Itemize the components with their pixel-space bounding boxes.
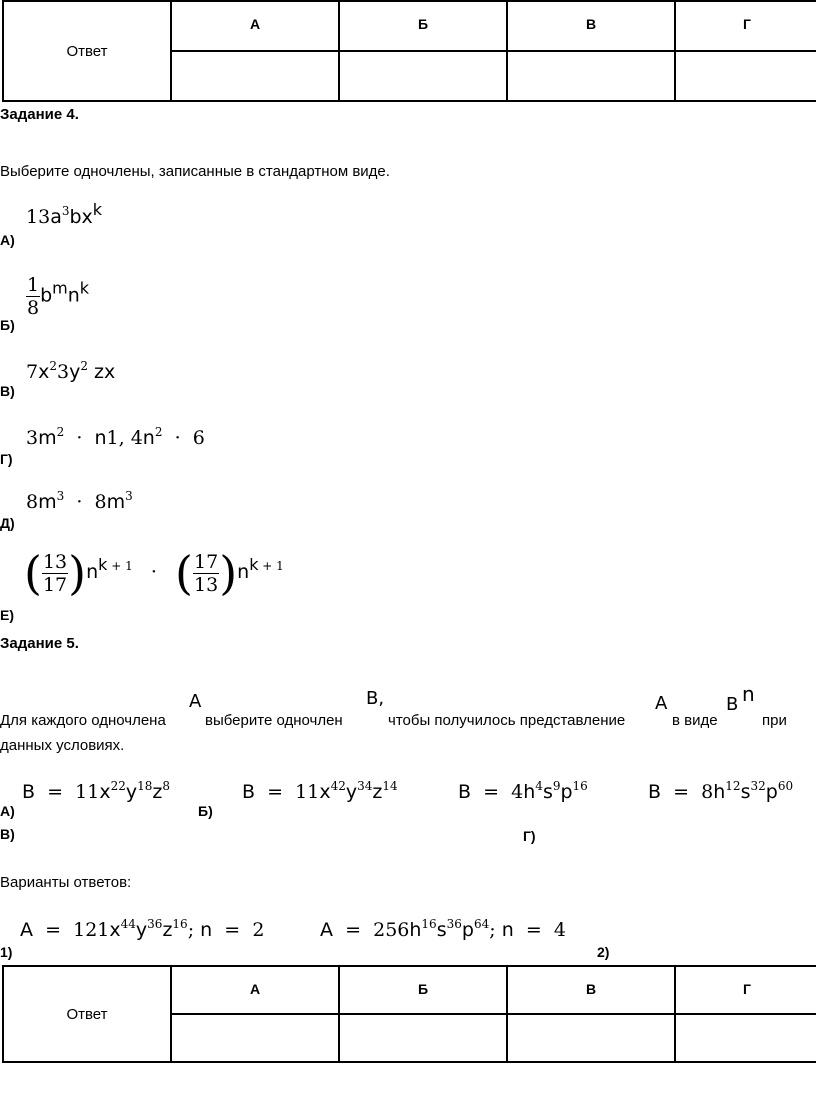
variant-1-expr bbox=[20, 919, 264, 941]
var: x bbox=[99, 781, 111, 803]
coef: 11 bbox=[295, 781, 320, 803]
var: bx bbox=[69, 206, 93, 228]
coef: 6 bbox=[192, 427, 205, 449]
var: a bbox=[50, 206, 62, 228]
var: A bbox=[320, 919, 333, 941]
var: s bbox=[542, 781, 553, 803]
numerator: 1 bbox=[27, 274, 40, 296]
exp: k bbox=[92, 200, 103, 219]
answer-label: Ответ bbox=[3, 1, 171, 101]
variant-label: 1) bbox=[0, 944, 13, 960]
task5-q-part2: выберите одночлен bbox=[205, 712, 343, 729]
task5-title: Задание 5. bbox=[0, 635, 79, 652]
fraction bbox=[26, 274, 40, 319]
exp: 64 bbox=[473, 917, 490, 931]
task4-option-label: Е) bbox=[0, 607, 14, 623]
answer-col-b: Б bbox=[339, 966, 507, 1014]
denominator: 8 bbox=[27, 297, 40, 319]
task4-option-label: А) bbox=[0, 232, 15, 248]
exp: m bbox=[52, 278, 68, 298]
task4-option-v-expr bbox=[26, 361, 115, 383]
exp: k bbox=[79, 278, 90, 298]
var: m bbox=[38, 427, 57, 449]
operator: · bbox=[76, 491, 83, 513]
separator: ; bbox=[489, 919, 496, 941]
var: zx bbox=[94, 361, 116, 383]
answer-col-g: Г bbox=[675, 966, 816, 1014]
task4-option-label: Г) bbox=[0, 451, 13, 467]
var: B bbox=[242, 781, 256, 803]
equals: = bbox=[267, 781, 284, 803]
task5-option-b-expr bbox=[242, 781, 398, 803]
exp: 16 bbox=[421, 917, 437, 931]
coef: 4 bbox=[511, 781, 524, 803]
variant-2-expr bbox=[320, 919, 566, 941]
coef: 3 bbox=[26, 427, 39, 449]
exp: 2 bbox=[56, 425, 65, 439]
exp: 36 bbox=[147, 917, 163, 931]
task5-q-line2: данных условиях. bbox=[0, 737, 125, 754]
task4-option-b-expr bbox=[26, 274, 89, 319]
task4-title: Задание 4. bbox=[0, 106, 79, 123]
exp: 2 bbox=[49, 359, 57, 373]
operator: · bbox=[76, 427, 83, 449]
equals: = bbox=[483, 781, 500, 803]
paren-close: ) bbox=[219, 546, 238, 600]
coef: 8 bbox=[94, 491, 107, 513]
task4-option-label: Б) bbox=[0, 317, 15, 333]
var: x bbox=[38, 361, 50, 383]
exp: 2 bbox=[80, 359, 88, 373]
exp: 3 bbox=[56, 489, 65, 503]
task4-option-label: В) bbox=[0, 383, 15, 399]
var: b bbox=[40, 284, 53, 307]
coef: 8 bbox=[26, 491, 39, 513]
var: m bbox=[38, 491, 57, 513]
paren-open: ( bbox=[175, 546, 193, 600]
task5-option-label: Г) bbox=[523, 828, 536, 844]
denominator: 17 bbox=[42, 573, 68, 596]
exp: 34 bbox=[357, 779, 373, 793]
answer-col-v: В bbox=[507, 966, 675, 1014]
task5-option-a-expr bbox=[22, 781, 170, 803]
task5-option-label: В) bbox=[0, 826, 15, 842]
exp: 9 bbox=[552, 779, 561, 793]
coef: 1, 4 bbox=[106, 427, 143, 449]
var: B bbox=[648, 781, 662, 803]
var: p bbox=[560, 781, 573, 803]
task5-option-g-expr bbox=[648, 781, 793, 803]
paren-open: ( bbox=[24, 546, 42, 600]
var: h bbox=[409, 919, 422, 941]
task5-q-part1: Для каждого одночлена bbox=[0, 712, 166, 729]
paren-close: ) bbox=[68, 546, 87, 600]
var: n bbox=[237, 561, 250, 583]
answer-col-v: В bbox=[507, 1, 675, 51]
var: A bbox=[20, 919, 33, 941]
exp: 32 bbox=[750, 779, 766, 793]
coef: 4 bbox=[553, 919, 566, 941]
task5-q-part5: при bbox=[762, 712, 787, 729]
exp: 36 bbox=[446, 917, 462, 931]
answer-cell-v[interactable] bbox=[507, 51, 675, 101]
variant-label: 2) bbox=[597, 944, 610, 960]
exp: k bbox=[249, 555, 259, 574]
equals: = bbox=[45, 919, 62, 941]
exp: 4 bbox=[535, 779, 543, 793]
equals: = bbox=[525, 919, 542, 941]
answer-cell-v[interactable] bbox=[507, 1014, 675, 1062]
answer-table-top bbox=[2, 0, 816, 102]
var: y bbox=[69, 361, 81, 383]
answer-table-bottom bbox=[2, 965, 816, 1063]
answer-cell-g[interactable] bbox=[675, 1014, 816, 1062]
coef: 3 bbox=[56, 361, 70, 383]
var: z bbox=[152, 781, 163, 803]
variants-title: Варианты ответов: bbox=[0, 874, 132, 891]
var: y bbox=[125, 781, 138, 803]
coef: 8 bbox=[701, 781, 714, 803]
var: n bbox=[94, 427, 107, 449]
coef: 13 bbox=[26, 206, 51, 228]
coef: 121 bbox=[73, 919, 110, 941]
var: s bbox=[436, 919, 447, 941]
answer-cell-a[interactable] bbox=[171, 1014, 339, 1062]
operator: · bbox=[150, 561, 157, 583]
task5-q-part3: чтобы получилось представление bbox=[388, 712, 626, 729]
exp: 3 bbox=[61, 204, 70, 218]
exp: 60 bbox=[777, 779, 794, 793]
equals: = bbox=[47, 781, 64, 803]
var: h bbox=[713, 781, 726, 803]
task4-option-a-expr bbox=[26, 200, 103, 228]
task4-option-g-expr bbox=[26, 427, 205, 449]
exp: 16 bbox=[172, 917, 188, 931]
var: x bbox=[109, 919, 121, 941]
answer-cell-b[interactable] bbox=[339, 1014, 507, 1062]
var: n bbox=[142, 427, 155, 449]
task5-option-label: А) bbox=[0, 803, 15, 819]
task5-option-label: Б) bbox=[198, 803, 213, 819]
var: z bbox=[372, 781, 383, 803]
equals: = bbox=[224, 919, 241, 941]
task5-sym-b-comma: B, bbox=[366, 688, 385, 709]
exp: 8 bbox=[162, 779, 171, 793]
var: n bbox=[67, 284, 80, 307]
coef: 7 bbox=[26, 361, 39, 383]
answer-col-a: А bbox=[171, 1, 339, 51]
var: h bbox=[523, 781, 536, 803]
exp: 14 bbox=[382, 779, 398, 793]
var: y bbox=[345, 781, 358, 803]
numerator: 13 bbox=[42, 550, 68, 573]
answer-col-g: Г bbox=[675, 1, 816, 51]
task4-option-d-expr bbox=[26, 491, 133, 513]
var: y bbox=[135, 919, 148, 941]
var: B bbox=[22, 781, 36, 803]
operator: · bbox=[174, 427, 181, 449]
equals: = bbox=[673, 781, 690, 803]
exp: 44 bbox=[120, 917, 136, 931]
var: x bbox=[319, 781, 331, 803]
var: p bbox=[461, 919, 474, 941]
var: n bbox=[200, 919, 213, 941]
answer-cell-b[interactable] bbox=[339, 51, 507, 101]
coef: 256 bbox=[373, 919, 410, 941]
answer-cell-g[interactable] bbox=[675, 51, 816, 101]
var: p bbox=[765, 781, 778, 803]
task5-sym-a2: A bbox=[655, 693, 668, 714]
exp: + 1 bbox=[262, 559, 284, 573]
answer-col-a: А bbox=[171, 966, 339, 1014]
task4-option-e-expr bbox=[24, 546, 284, 600]
task5-sym-b: B bbox=[726, 694, 739, 715]
numerator: 17 bbox=[194, 550, 219, 573]
exp: 16 bbox=[572, 779, 588, 793]
exp: k bbox=[98, 555, 108, 574]
fraction bbox=[42, 551, 68, 596]
exp: 2 bbox=[154, 425, 163, 439]
task5-q-part4: в виде bbox=[672, 712, 718, 729]
exp: 12 bbox=[725, 779, 741, 793]
exp: 3 bbox=[125, 489, 133, 503]
coef: 11 bbox=[75, 781, 100, 803]
exp: + 1 bbox=[111, 559, 133, 573]
exp: 22 bbox=[110, 779, 126, 793]
var: m bbox=[106, 491, 126, 513]
task4-option-label: Д) bbox=[0, 515, 15, 531]
var: z bbox=[162, 919, 173, 941]
var: s bbox=[740, 781, 751, 803]
equals: = bbox=[345, 919, 362, 941]
var: n bbox=[86, 561, 99, 583]
denominator: 13 bbox=[194, 573, 219, 596]
answer-cell-a[interactable] bbox=[171, 51, 339, 101]
answer-label: Ответ bbox=[3, 966, 171, 1062]
task5-option-v-expr bbox=[458, 781, 588, 803]
var: n bbox=[501, 919, 514, 941]
task5-sym-n: n bbox=[742, 682, 755, 706]
exp: 42 bbox=[330, 779, 346, 793]
exp: 18 bbox=[137, 779, 153, 793]
fraction bbox=[193, 551, 219, 596]
coef: 2 bbox=[252, 919, 265, 941]
separator: ; bbox=[187, 919, 195, 941]
var: B bbox=[458, 781, 472, 803]
task4-question: Выберите одночлены, записанные в стандартном виде. bbox=[0, 163, 390, 180]
answer-col-b: Б bbox=[339, 1, 507, 51]
task5-sym-a: A bbox=[189, 691, 202, 712]
